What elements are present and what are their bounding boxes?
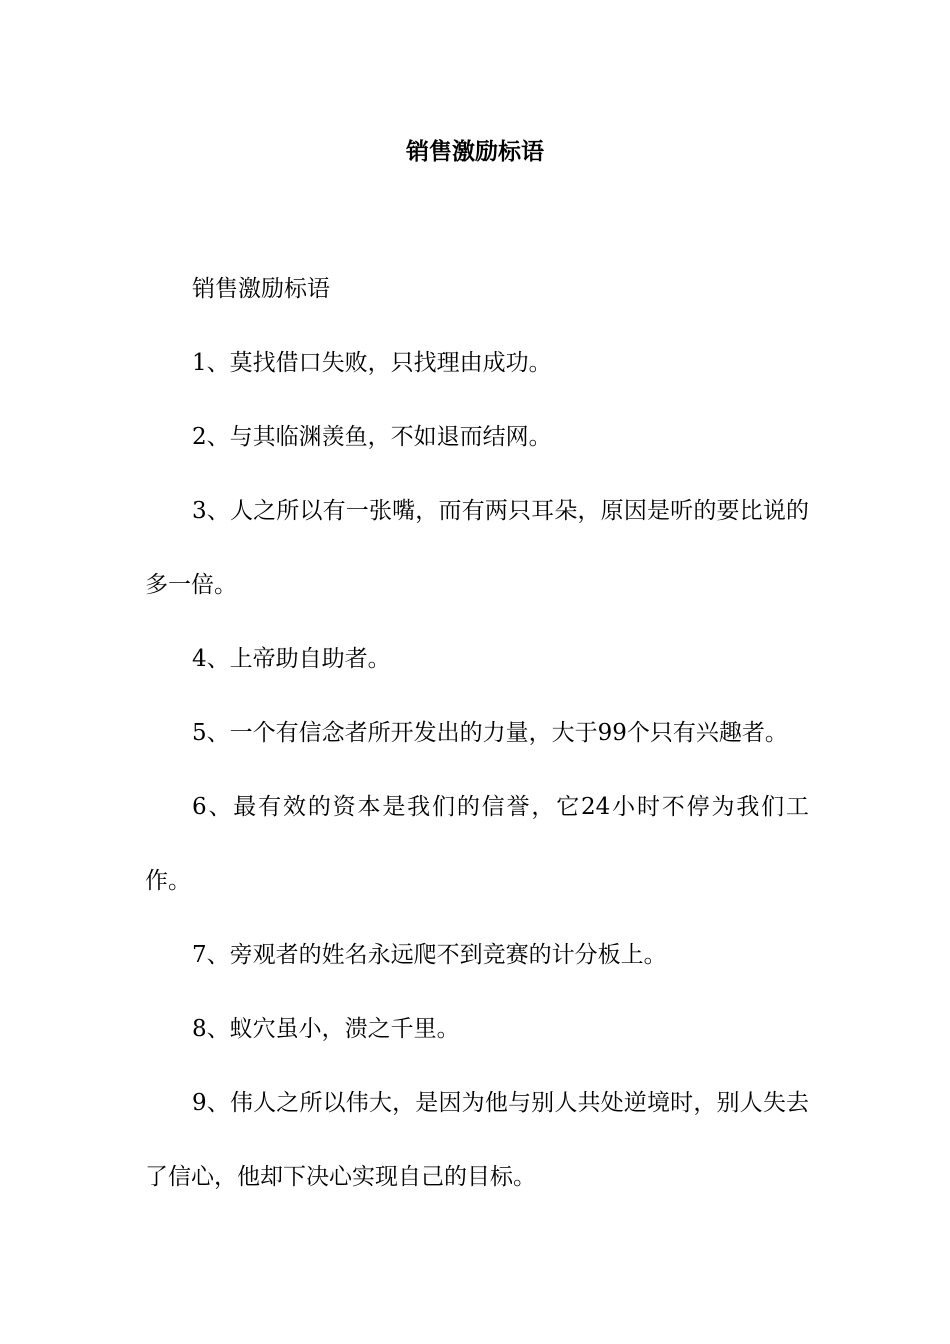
document-body	[145, 252, 809, 1214]
slogan-5: 5、一个有信念者所开发出的力量，大于99个只有兴趣者。	[192, 720, 788, 746]
slogan-4: 4、上帝助自助者。	[192, 646, 391, 672]
paragraph-heading: 销售激励标语	[192, 276, 330, 302]
slogan-3: 3、人之所以有一张嘴，而有两只耳朵，原因是听的要比说的多一倍。	[145, 498, 809, 598]
slogan-6: 6、最有效的资本是我们的信誉，它24小时不停为我们工作。	[145, 794, 809, 894]
slogan-1: 1、莫找借口失败，只找理由成功。	[192, 350, 552, 376]
slogan-2: 2、与其临渊羡鱼，不如退而结网。	[192, 424, 552, 450]
slogan-7: 7、旁观者的姓名永远爬不到竞赛的计分板上。	[192, 942, 667, 968]
document-title: 销售激励标语	[406, 139, 544, 165]
slogan-8: 8、蚁穴虽小，溃之千里。	[192, 1016, 460, 1042]
slogan-9: 9、伟人之所以伟大，是因为他与别人共处逆境时，别人失去了信心，他却下决心实现自己的目标。	[145, 1090, 809, 1190]
